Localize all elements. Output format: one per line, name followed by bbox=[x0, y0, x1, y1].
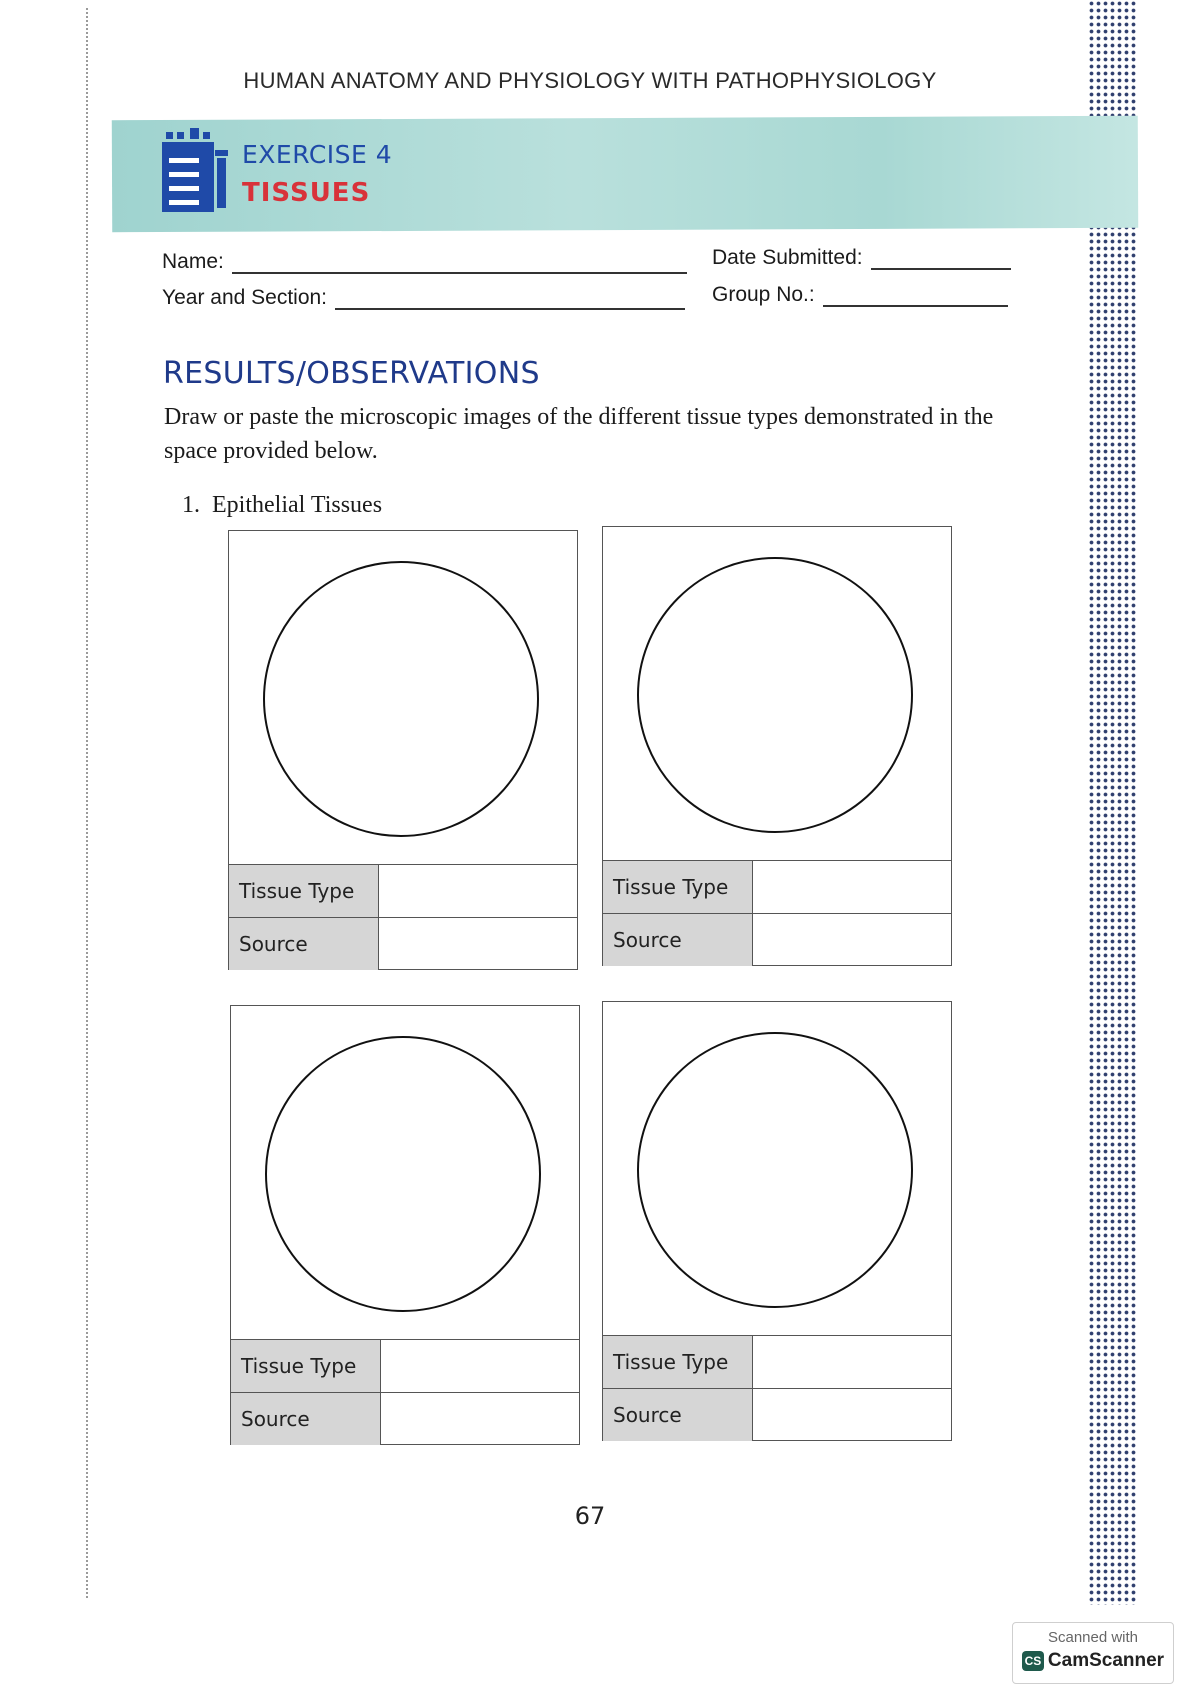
camscanner-logo-icon: CS bbox=[1022, 1651, 1044, 1671]
list-item-epithelial bbox=[182, 492, 382, 519]
source-value-cell[interactable] bbox=[379, 918, 577, 970]
scanner-brand-row bbox=[1013, 1650, 1173, 1672]
tissue-type-label: Tissue Type bbox=[231, 1340, 381, 1392]
source-row bbox=[603, 1388, 951, 1441]
tissue-type-row bbox=[603, 1336, 951, 1388]
page-number: 67 bbox=[574, 1502, 606, 1530]
list-item-number: 1. bbox=[182, 492, 200, 518]
date-submitted-field bbox=[712, 246, 1011, 270]
group-no-label: Group No.: bbox=[712, 283, 815, 306]
source-row bbox=[229, 917, 577, 970]
tissue-type-row bbox=[231, 1340, 579, 1392]
year-section-blank-line[interactable] bbox=[335, 286, 685, 310]
specimen-label-table bbox=[603, 860, 951, 965]
tissue-type-value-cell[interactable] bbox=[379, 865, 577, 917]
source-row bbox=[231, 1392, 579, 1445]
specimen-label-table bbox=[229, 864, 577, 969]
source-value-cell[interactable] bbox=[753, 1389, 951, 1441]
microscope-field-circle[interactable] bbox=[263, 561, 539, 837]
binding-dotted-line bbox=[86, 8, 88, 1598]
specimen-card bbox=[602, 1001, 952, 1441]
specimen-label-table bbox=[603, 1335, 951, 1440]
name-blank-line[interactable] bbox=[232, 250, 687, 274]
results-heading: RESULTS/OBSERVATIONS bbox=[163, 356, 540, 391]
exercise-banner bbox=[112, 116, 1138, 232]
tissue-type-row bbox=[229, 865, 577, 917]
source-label: Source bbox=[231, 1393, 381, 1445]
clipboard-list-icon bbox=[160, 128, 230, 214]
exercise-number: EXERCISE 4 bbox=[242, 140, 393, 169]
tissue-type-value-cell[interactable] bbox=[753, 1336, 951, 1388]
source-value-cell[interactable] bbox=[753, 914, 951, 966]
microscope-field-circle[interactable] bbox=[637, 557, 913, 833]
date-submitted-label: Date Submitted: bbox=[712, 246, 863, 269]
date-submitted-blank-line[interactable] bbox=[871, 246, 1011, 270]
group-no-field bbox=[712, 283, 1008, 307]
source-label: Source bbox=[603, 1389, 753, 1441]
specimen-label-table bbox=[231, 1339, 579, 1444]
tissue-type-label: Tissue Type bbox=[603, 1336, 753, 1388]
microscope-field-circle[interactable] bbox=[637, 1032, 913, 1308]
year-section-label: Year and Section: bbox=[162, 286, 328, 309]
tissue-type-row bbox=[603, 861, 951, 913]
source-label: Source bbox=[603, 914, 753, 966]
source-label: Source bbox=[229, 918, 379, 970]
instructions-text: Draw or paste the microscopic images of the different tissue types demonstrated in the space provided below. bbox=[164, 404, 994, 464]
source-row bbox=[603, 913, 951, 966]
dotted-margin-strip bbox=[1088, 0, 1138, 1605]
tissue-type-value-cell[interactable] bbox=[381, 1340, 579, 1392]
scanner-brand: CamScanner bbox=[1047, 1650, 1165, 1671]
tissue-type-label: Tissue Type bbox=[229, 865, 379, 917]
specimen-card bbox=[602, 526, 952, 966]
name-label: Name: bbox=[162, 250, 224, 273]
specimen-card bbox=[230, 1005, 580, 1445]
list-item-title: Epithelial Tissues bbox=[212, 492, 383, 518]
exercise-title: TISSUES bbox=[242, 178, 371, 208]
running-head: HUMAN ANATOMY AND PHYSIOLOGY WITH PATHOPHYSIOLOGY bbox=[243, 68, 937, 93]
year-section-field bbox=[162, 286, 685, 310]
name-field bbox=[162, 250, 687, 274]
microscope-field-circle[interactable] bbox=[265, 1036, 541, 1312]
tissue-type-label: Tissue Type bbox=[603, 861, 753, 913]
scanner-caption: Scanned with bbox=[1047, 1629, 1139, 1646]
specimen-card bbox=[228, 530, 578, 970]
tissue-type-value-cell[interactable] bbox=[753, 861, 951, 913]
source-value-cell[interactable] bbox=[381, 1393, 579, 1445]
camscanner-watermark bbox=[1012, 1622, 1174, 1684]
group-no-blank-line[interactable] bbox=[823, 283, 1008, 307]
